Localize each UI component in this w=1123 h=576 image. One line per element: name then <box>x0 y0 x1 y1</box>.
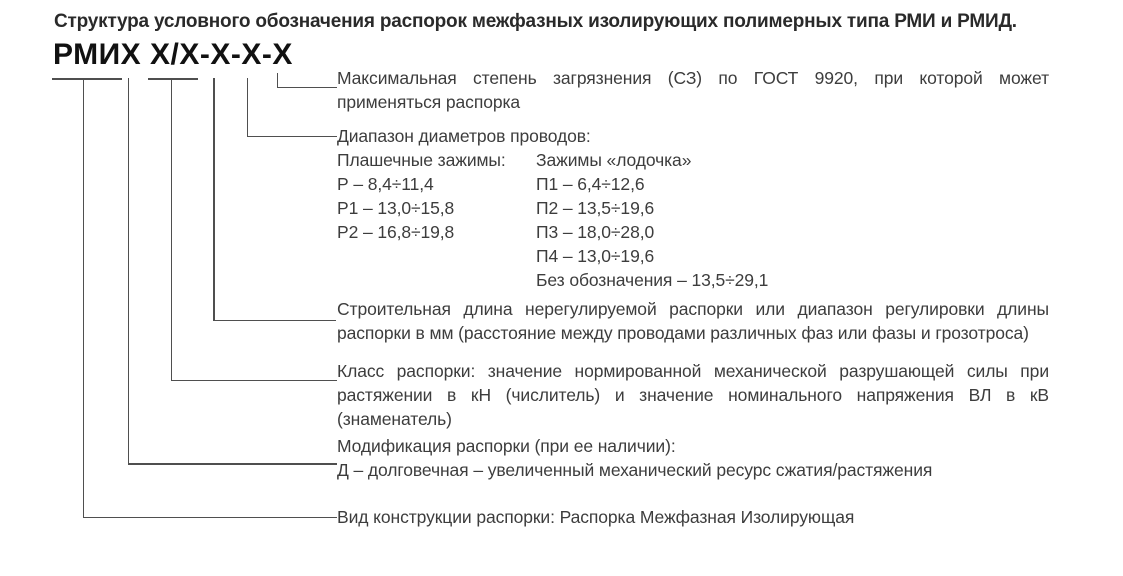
length-note: Строительная длина нерегулируемой распорки или диапазон регулировки длины распорки в мм (расстояние между проводами различных фаз или фазы и грозотроса) <box>337 299 1049 343</box>
diameters-heading: Диапазон диаметров проводов: <box>337 126 591 146</box>
leader-line-diameters-horizontal <box>247 136 337 138</box>
modification-item: Д – долговечная – увеличенный механический ресурс сжатия/растяжения <box>337 460 933 480</box>
underline-rmi-group <box>52 78 122 80</box>
leader-line-modification-horizontal <box>128 463 337 465</box>
plate-clamps-item: Р – 8,4÷11,4 <box>337 174 434 194</box>
class-note: Класс распорки: значение нормированной механической разрушающей силы при растяжении в кН (числитель) и значение номинального напряжения ВЛ в кВ (знаменатель) <box>337 361 1049 429</box>
leader-line-construction-vertical <box>83 78 85 518</box>
leader-line-diameters-vertical <box>247 78 249 136</box>
boat-clamps-item: П2 – 13,5÷19,6 <box>536 198 655 218</box>
plate-clamps-column <box>337 148 506 244</box>
page-title: Структура условного обозначения распорок межфазных изолирующих полимерных типа РМИ и РМИД. <box>54 11 1017 32</box>
boat-clamps-item: П3 – 18,0÷28,0 <box>536 222 655 242</box>
plate-clamps-item: Р1 – 13,0÷15,8 <box>337 198 455 218</box>
leader-line-class-horizontal <box>171 380 337 382</box>
boat-clamps-heading: Зажимы «лодочка» <box>536 150 692 170</box>
leader-line-construction-horizontal <box>83 517 337 519</box>
modification-block <box>337 434 932 482</box>
underline-class-group <box>148 78 198 80</box>
leader-line-class-vertical <box>171 78 173 380</box>
construction-note: Вид конструкции распорки: Распорка Межфазная Изолирующая <box>337 507 855 527</box>
boat-clamps-item: П4 – 13,0÷19,6 <box>536 246 655 266</box>
leader-line-pollution-vertical <box>277 73 279 87</box>
boat-clamps-item: Без обозначения – 13,5÷29,1 <box>536 270 769 290</box>
plate-clamps-heading: Плашечные зажимы: <box>337 150 506 170</box>
boat-clamps-column <box>536 148 768 292</box>
leader-line-length-vertical <box>213 78 215 320</box>
plate-clamps-item: Р2 – 16,8÷19,8 <box>337 222 455 242</box>
modification-heading: Модификация распорки (при ее наличии): <box>337 436 676 456</box>
leader-line-modification-vertical <box>128 78 130 464</box>
designation-code: РМИХ Х/Х-Х-Х-Х <box>53 38 293 71</box>
leader-line-length-horizontal <box>213 320 336 322</box>
leader-line-pollution-horizontal <box>277 87 337 89</box>
boat-clamps-item: П1 – 6,4÷12,6 <box>536 174 645 194</box>
pollution-degree-note: Максимальная степень загрязнения (СЗ) по ГОСТ 9920, при которой может применяться распорка <box>337 68 1049 112</box>
